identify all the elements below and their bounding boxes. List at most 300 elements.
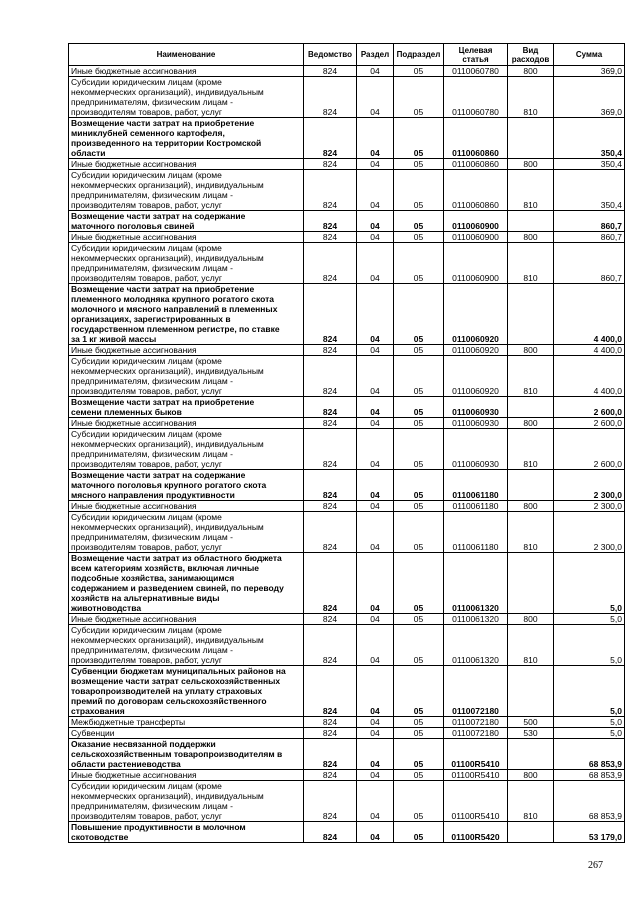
cell-subsection: 05 [394, 232, 444, 243]
cell-name-line: страхования [71, 706, 125, 716]
cell-name-line: маточного поголовья свиней [71, 221, 195, 231]
cell-name-line: предпринимателям, физическим лицам - [71, 801, 233, 811]
cell-section: 04 [357, 418, 394, 429]
cell-section: 04 [357, 625, 394, 666]
cell-target-article: 0110060860 [444, 170, 508, 211]
cell-expense-type: 800 [508, 159, 554, 170]
cell-name-line: Иные бюджетные ассигнования [71, 232, 197, 242]
cell-name [69, 118, 304, 159]
table-row [69, 243, 625, 284]
cell-name [69, 781, 304, 822]
cell-subsection: 05 [394, 717, 444, 728]
cell-name-line: Субсидии юридическим лицам (кроме [71, 512, 222, 522]
table-row [69, 211, 625, 232]
cell-name-line: Субсидии юридическим лицам (кроме [71, 170, 222, 180]
cell-department: 824 [304, 717, 357, 728]
cell-sum: 4 400,0 [554, 345, 625, 356]
cell-sum: 2 600,0 [554, 418, 625, 429]
cell-expense-type: 810 [508, 170, 554, 211]
cell-department: 824 [304, 243, 357, 284]
cell-name-line: предпринимателям, физическим лицам - [71, 449, 233, 459]
cell-target-article: 0110060780 [444, 77, 508, 118]
table-row [69, 118, 625, 159]
cell-department: 824 [304, 553, 357, 614]
cell-expense-type: 800 [508, 614, 554, 625]
cell-sum: 5,0 [554, 666, 625, 717]
cell-name-line: некоммерческих организаций), индивидуальным [71, 635, 264, 645]
cell-name-line: миниклубней семенного картофеля, [71, 128, 225, 138]
cell-name [69, 284, 304, 345]
cell-name-line: производителям товаров, работ, услуг [71, 811, 222, 821]
table-body [69, 66, 625, 843]
cell-name-line: возмещение части затрат сельскохозяйственных [71, 676, 281, 686]
cell-sum: 369,0 [554, 66, 625, 77]
cell-department: 824 [304, 739, 357, 770]
header-name: Наименование [69, 44, 304, 66]
cell-name-line: сельскохозяйственным товаропроизводителям в [71, 749, 283, 759]
cell-sum: 53 179,0 [554, 822, 625, 843]
cell-name-line: Иные бюджетные ассигнования [71, 501, 197, 511]
cell-name [69, 501, 304, 512]
table-row [69, 512, 625, 553]
cell-department: 824 [304, 77, 357, 118]
cell-subsection: 05 [394, 170, 444, 211]
cell-expense-type: 810 [508, 356, 554, 397]
cell-expense-type: 800 [508, 770, 554, 781]
cell-sum: 350,4 [554, 118, 625, 159]
cell-target-article: 01100R5410 [444, 739, 508, 770]
cell-section: 04 [357, 512, 394, 553]
cell-name-line: Возмещение части затрат на приобретение [71, 397, 255, 407]
cell-sum: 2 600,0 [554, 429, 625, 470]
header-department: Ведомство [304, 44, 357, 66]
cell-subsection: 05 [394, 159, 444, 170]
cell-expense-type [508, 211, 554, 232]
cell-target-article: 0110061180 [444, 512, 508, 553]
header-subsection: Подраздел [394, 44, 444, 66]
cell-name-line: Субвенции бюджетам муниципальных районов на [71, 666, 286, 676]
table-row [69, 739, 625, 770]
cell-section: 04 [357, 728, 394, 739]
cell-name-line: области [71, 148, 106, 158]
cell-name-line: мясного направления продуктивности [71, 490, 235, 500]
cell-section: 04 [357, 284, 394, 345]
cell-name-line: Возмещение части затрат на содержание [71, 211, 246, 221]
header-sum: Сумма [554, 44, 625, 66]
cell-subsection: 05 [394, 243, 444, 284]
cell-subsection: 05 [394, 553, 444, 614]
cell-sum: 860,7 [554, 211, 625, 232]
cell-section: 04 [357, 553, 394, 614]
cell-name-line: предпринимателям, физическим лицам - [71, 97, 233, 107]
cell-target-article: 0110060930 [444, 397, 508, 418]
cell-name-line: некоммерческих организаций), индивидуальным [71, 253, 264, 263]
cell-name-line: Возмещение части затрат из областного бюджета [71, 553, 282, 563]
cell-name-line: Субсидии юридическим лицам (кроме [71, 356, 222, 366]
cell-sum: 4 400,0 [554, 356, 625, 397]
cell-name [69, 232, 304, 243]
cell-department: 824 [304, 397, 357, 418]
cell-name [69, 614, 304, 625]
cell-target-article: 01100R5410 [444, 781, 508, 822]
cell-subsection: 05 [394, 77, 444, 118]
cell-subsection: 05 [394, 614, 444, 625]
cell-department: 824 [304, 470, 357, 501]
cell-section: 04 [357, 356, 394, 397]
header-target-article: Целевая статья [444, 44, 508, 66]
cell-name-line: скотоводстве [71, 832, 129, 842]
cell-department: 824 [304, 118, 357, 159]
cell-name-line: Иные бюджетные ассигнования [71, 418, 197, 428]
cell-expense-type [508, 397, 554, 418]
cell-subsection: 05 [394, 345, 444, 356]
cell-name-line: предпринимателям, физическим лицам - [71, 532, 233, 542]
cell-target-article: 0110061320 [444, 614, 508, 625]
cell-name-line: некоммерческих организаций), индивидуальным [71, 439, 264, 449]
cell-subsection: 05 [394, 429, 444, 470]
cell-subsection: 05 [394, 739, 444, 770]
cell-expense-type [508, 822, 554, 843]
cell-name [69, 66, 304, 77]
cell-department: 824 [304, 728, 357, 739]
cell-target-article: 0110060920 [444, 284, 508, 345]
cell-subsection: 05 [394, 512, 444, 553]
cell-section: 04 [357, 232, 394, 243]
cell-name-line: Субсидии юридическим лицам (кроме [71, 625, 222, 635]
cell-department: 824 [304, 429, 357, 470]
cell-name-line: предпринимателям, физическим лицам - [71, 645, 233, 655]
cell-expense-type [508, 470, 554, 501]
cell-department: 824 [304, 284, 357, 345]
cell-name-line: премий по договорам сельскохозяйственного [71, 696, 267, 706]
cell-expense-type: 810 [508, 625, 554, 666]
cell-section: 04 [357, 211, 394, 232]
cell-target-article: 0110060900 [444, 232, 508, 243]
cell-section: 04 [357, 243, 394, 284]
cell-name-line: Иные бюджетные ассигнования [71, 159, 197, 169]
cell-section: 04 [357, 77, 394, 118]
cell-department: 824 [304, 614, 357, 625]
table-row [69, 625, 625, 666]
cell-name [69, 512, 304, 553]
cell-name-line: производителям товаров, работ, услуг [71, 459, 222, 469]
cell-expense-type [508, 118, 554, 159]
table-row [69, 418, 625, 429]
cell-name [69, 170, 304, 211]
cell-department: 824 [304, 781, 357, 822]
cell-name-line: всем категориям хозяйств, включая личные [71, 563, 259, 573]
cell-name-line: Иные бюджетные ассигнования [71, 614, 197, 624]
cell-expense-type: 810 [508, 512, 554, 553]
cell-expense-type [508, 739, 554, 770]
cell-expense-type [508, 666, 554, 717]
cell-department: 824 [304, 822, 357, 843]
cell-name-line: Субсидии юридическим лицам (кроме [71, 429, 222, 439]
cell-name [69, 666, 304, 717]
cell-name-line: производителям товаров, работ, услуг [71, 273, 222, 283]
cell-section: 04 [357, 614, 394, 625]
cell-target-article: 0110060900 [444, 211, 508, 232]
table-row [69, 66, 625, 77]
cell-department: 824 [304, 356, 357, 397]
cell-name-line: производителям товаров, работ, услуг [71, 107, 222, 117]
cell-expense-type: 800 [508, 345, 554, 356]
cell-target-article: 0110060860 [444, 159, 508, 170]
table-row [69, 717, 625, 728]
cell-name-line: предпринимателям, физическим лицам - [71, 190, 233, 200]
cell-department: 824 [304, 418, 357, 429]
cell-name-line: племенного молодняка крупного рогатого скота [71, 294, 274, 304]
cell-name-line: Иные бюджетные ассигнования [71, 66, 197, 76]
cell-name [69, 625, 304, 666]
cell-section: 04 [357, 781, 394, 822]
cell-section: 04 [357, 429, 394, 470]
cell-expense-type: 800 [508, 66, 554, 77]
cell-section: 04 [357, 345, 394, 356]
cell-name [69, 211, 304, 232]
cell-section: 04 [357, 159, 394, 170]
cell-name-line: за 1 кг живой массы [71, 334, 157, 344]
page-number: 267 [588, 860, 603, 871]
header-section: Раздел [357, 44, 394, 66]
cell-name-line: производителям товаров, работ, услуг [71, 386, 222, 396]
cell-target-article: 0110060920 [444, 345, 508, 356]
cell-subsection: 05 [394, 397, 444, 418]
cell-name [69, 159, 304, 170]
cell-section: 04 [357, 66, 394, 77]
cell-expense-type: 810 [508, 243, 554, 284]
cell-sum: 5,0 [554, 728, 625, 739]
table-row [69, 614, 625, 625]
cell-name [69, 356, 304, 397]
cell-department: 824 [304, 170, 357, 211]
cell-name-line: некоммерческих организаций), индивидуальным [71, 87, 264, 97]
table-row [69, 553, 625, 614]
cell-name [69, 739, 304, 770]
table-row [69, 284, 625, 345]
table-row [69, 781, 625, 822]
cell-sum: 860,7 [554, 232, 625, 243]
cell-target-article: 0110060930 [444, 429, 508, 470]
cell-name-line: организациях, зарегистрированных в [71, 314, 231, 324]
cell-subsection: 05 [394, 418, 444, 429]
cell-sum: 4 400,0 [554, 284, 625, 345]
cell-name-line: Субсидии юридическим лицам (кроме [71, 243, 222, 253]
cell-subsection: 05 [394, 781, 444, 822]
cell-target-article: 0110060900 [444, 243, 508, 284]
cell-sum: 350,4 [554, 159, 625, 170]
cell-department: 824 [304, 159, 357, 170]
cell-target-article: 0110072180 [444, 728, 508, 739]
cell-sum: 68 853,9 [554, 781, 625, 822]
table-row [69, 232, 625, 243]
cell-subsection: 05 [394, 118, 444, 159]
table-row [69, 666, 625, 717]
cell-department: 824 [304, 211, 357, 232]
cell-name-line: Возмещение части затрат на приобретение [71, 284, 255, 294]
cell-expense-type [508, 284, 554, 345]
table-row [69, 77, 625, 118]
table-row [69, 397, 625, 418]
cell-target-article: 0110060780 [444, 66, 508, 77]
table-row [69, 770, 625, 781]
cell-name-line: молочного и мясного направлений в племенных [71, 304, 278, 314]
table-row [69, 822, 625, 843]
cell-subsection: 05 [394, 470, 444, 501]
cell-name-line: животноводства [71, 603, 142, 613]
cell-expense-type: 800 [508, 418, 554, 429]
cell-subsection: 05 [394, 66, 444, 77]
cell-name-line: производителям товаров, работ, услуг [71, 655, 222, 665]
cell-subsection: 05 [394, 666, 444, 717]
table-row [69, 356, 625, 397]
cell-name [69, 397, 304, 418]
cell-name [69, 77, 304, 118]
cell-subsection: 05 [394, 822, 444, 843]
cell-sum: 2 600,0 [554, 397, 625, 418]
table-row [69, 728, 625, 739]
table-row [69, 429, 625, 470]
cell-name-line: производителям товаров, работ, услуг [71, 200, 222, 210]
cell-name-line: семени племенных быков [71, 407, 182, 417]
cell-section: 04 [357, 397, 394, 418]
cell-expense-type: 500 [508, 717, 554, 728]
cell-department: 824 [304, 666, 357, 717]
cell-name-line: Субвенции [71, 728, 115, 738]
cell-expense-type: 800 [508, 501, 554, 512]
cell-expense-type: 810 [508, 429, 554, 470]
cell-section: 04 [357, 739, 394, 770]
cell-sum: 860,7 [554, 243, 625, 284]
cell-subsection: 05 [394, 728, 444, 739]
cell-target-article: 0110060860 [444, 118, 508, 159]
cell-target-article: 0110061320 [444, 625, 508, 666]
cell-name-line: произведенного на территории Костромской [71, 138, 262, 148]
cell-name-line: Повышение продуктивности в молочном [71, 822, 246, 832]
cell-sum: 5,0 [554, 717, 625, 728]
cell-expense-type: 810 [508, 781, 554, 822]
cell-expense-type: 530 [508, 728, 554, 739]
cell-name [69, 243, 304, 284]
cell-target-article: 01100R5420 [444, 822, 508, 843]
cell-name-line: некоммерческих организаций), индивидуальным [71, 366, 264, 376]
cell-name [69, 429, 304, 470]
cell-name-line: Межбюджетные трансферты [71, 717, 186, 727]
cell-name-line: Возмещение части затрат на содержание [71, 470, 246, 480]
cell-name-line: Оказание несвязанной поддержки [71, 739, 216, 749]
cell-name [69, 717, 304, 728]
cell-target-article: 0110060920 [444, 356, 508, 397]
cell-sum: 5,0 [554, 625, 625, 666]
cell-sum: 369,0 [554, 77, 625, 118]
cell-subsection: 05 [394, 770, 444, 781]
header-expense-type: Вид расходов [508, 44, 554, 66]
cell-name-line: предпринимателям, физическим лицам - [71, 376, 233, 386]
cell-section: 04 [357, 118, 394, 159]
cell-expense-type: 810 [508, 77, 554, 118]
table-header-row [69, 44, 625, 66]
cell-name-line: некоммерческих организаций), индивидуальным [71, 791, 264, 801]
cell-name [69, 728, 304, 739]
table-row [69, 345, 625, 356]
table-row [69, 501, 625, 512]
cell-department: 824 [304, 66, 357, 77]
cell-name-line: области растениеводства [71, 759, 181, 769]
cell-name-line: Субсидии юридическим лицам (кроме [71, 77, 222, 87]
cell-sum: 2 300,0 [554, 512, 625, 553]
table-row [69, 470, 625, 501]
cell-name-line: предпринимателям, физическим лицам - [71, 263, 233, 273]
cell-target-article: 0110061180 [444, 501, 508, 512]
cell-section: 04 [357, 170, 394, 211]
cell-department: 824 [304, 512, 357, 553]
cell-sum: 68 853,9 [554, 770, 625, 781]
cell-subsection: 05 [394, 284, 444, 345]
cell-expense-type [508, 553, 554, 614]
cell-target-article: 0110061320 [444, 553, 508, 614]
cell-target-article: 0110060930 [444, 418, 508, 429]
cell-name-line: маточного поголовья крупного рогатого скота [71, 480, 267, 490]
cell-name-line: Иные бюджетные ассигнования [71, 345, 197, 355]
cell-name [69, 822, 304, 843]
cell-name [69, 553, 304, 614]
cell-name-line: хозяйств на альтернативные виды [71, 593, 220, 603]
cell-sum: 2 300,0 [554, 501, 625, 512]
cell-subsection: 05 [394, 211, 444, 232]
cell-subsection: 05 [394, 356, 444, 397]
cell-name-line: подсобные хозяйства, занимающимся [71, 573, 235, 583]
table-row [69, 170, 625, 211]
cell-section: 04 [357, 470, 394, 501]
cell-section: 04 [357, 501, 394, 512]
cell-department: 824 [304, 501, 357, 512]
cell-sum: 2 300,0 [554, 470, 625, 501]
cell-department: 824 [304, 625, 357, 666]
cell-department: 824 [304, 770, 357, 781]
cell-sum: 68 853,9 [554, 739, 625, 770]
cell-sum: 350,4 [554, 170, 625, 211]
cell-section: 04 [357, 822, 394, 843]
cell-name [69, 470, 304, 501]
cell-section: 04 [357, 666, 394, 717]
cell-name [69, 770, 304, 781]
cell-name-line: некоммерческих организаций), индивидуальным [71, 180, 264, 190]
cell-target-article: 0110061180 [444, 470, 508, 501]
cell-name-line: государственном племенном регистре, по ставке [71, 324, 280, 334]
cell-section: 04 [357, 770, 394, 781]
cell-target-article: 0110072180 [444, 717, 508, 728]
cell-department: 824 [304, 345, 357, 356]
cell-sum: 5,0 [554, 614, 625, 625]
cell-name-line: некоммерческих организаций), индивидуальным [71, 522, 264, 532]
cell-section: 04 [357, 717, 394, 728]
cell-expense-type: 800 [508, 232, 554, 243]
cell-name-line: Иные бюджетные ассигнования [71, 770, 197, 780]
cell-name-line: Возмещение части затрат на приобретение [71, 118, 255, 128]
cell-name-line: Субсидии юридическим лицам (кроме [71, 781, 222, 791]
cell-subsection: 05 [394, 501, 444, 512]
cell-target-article: 0110072180 [444, 666, 508, 717]
cell-name-line: товаропроизводителей на уплату страховых [71, 686, 263, 696]
cell-sum: 5,0 [554, 553, 625, 614]
cell-name [69, 345, 304, 356]
table-row [69, 159, 625, 170]
budget-table [68, 43, 625, 843]
cell-target-article: 01100R5410 [444, 770, 508, 781]
cell-name [69, 418, 304, 429]
cell-subsection: 05 [394, 625, 444, 666]
cell-name-line: производителям товаров, работ, услуг [71, 542, 222, 552]
